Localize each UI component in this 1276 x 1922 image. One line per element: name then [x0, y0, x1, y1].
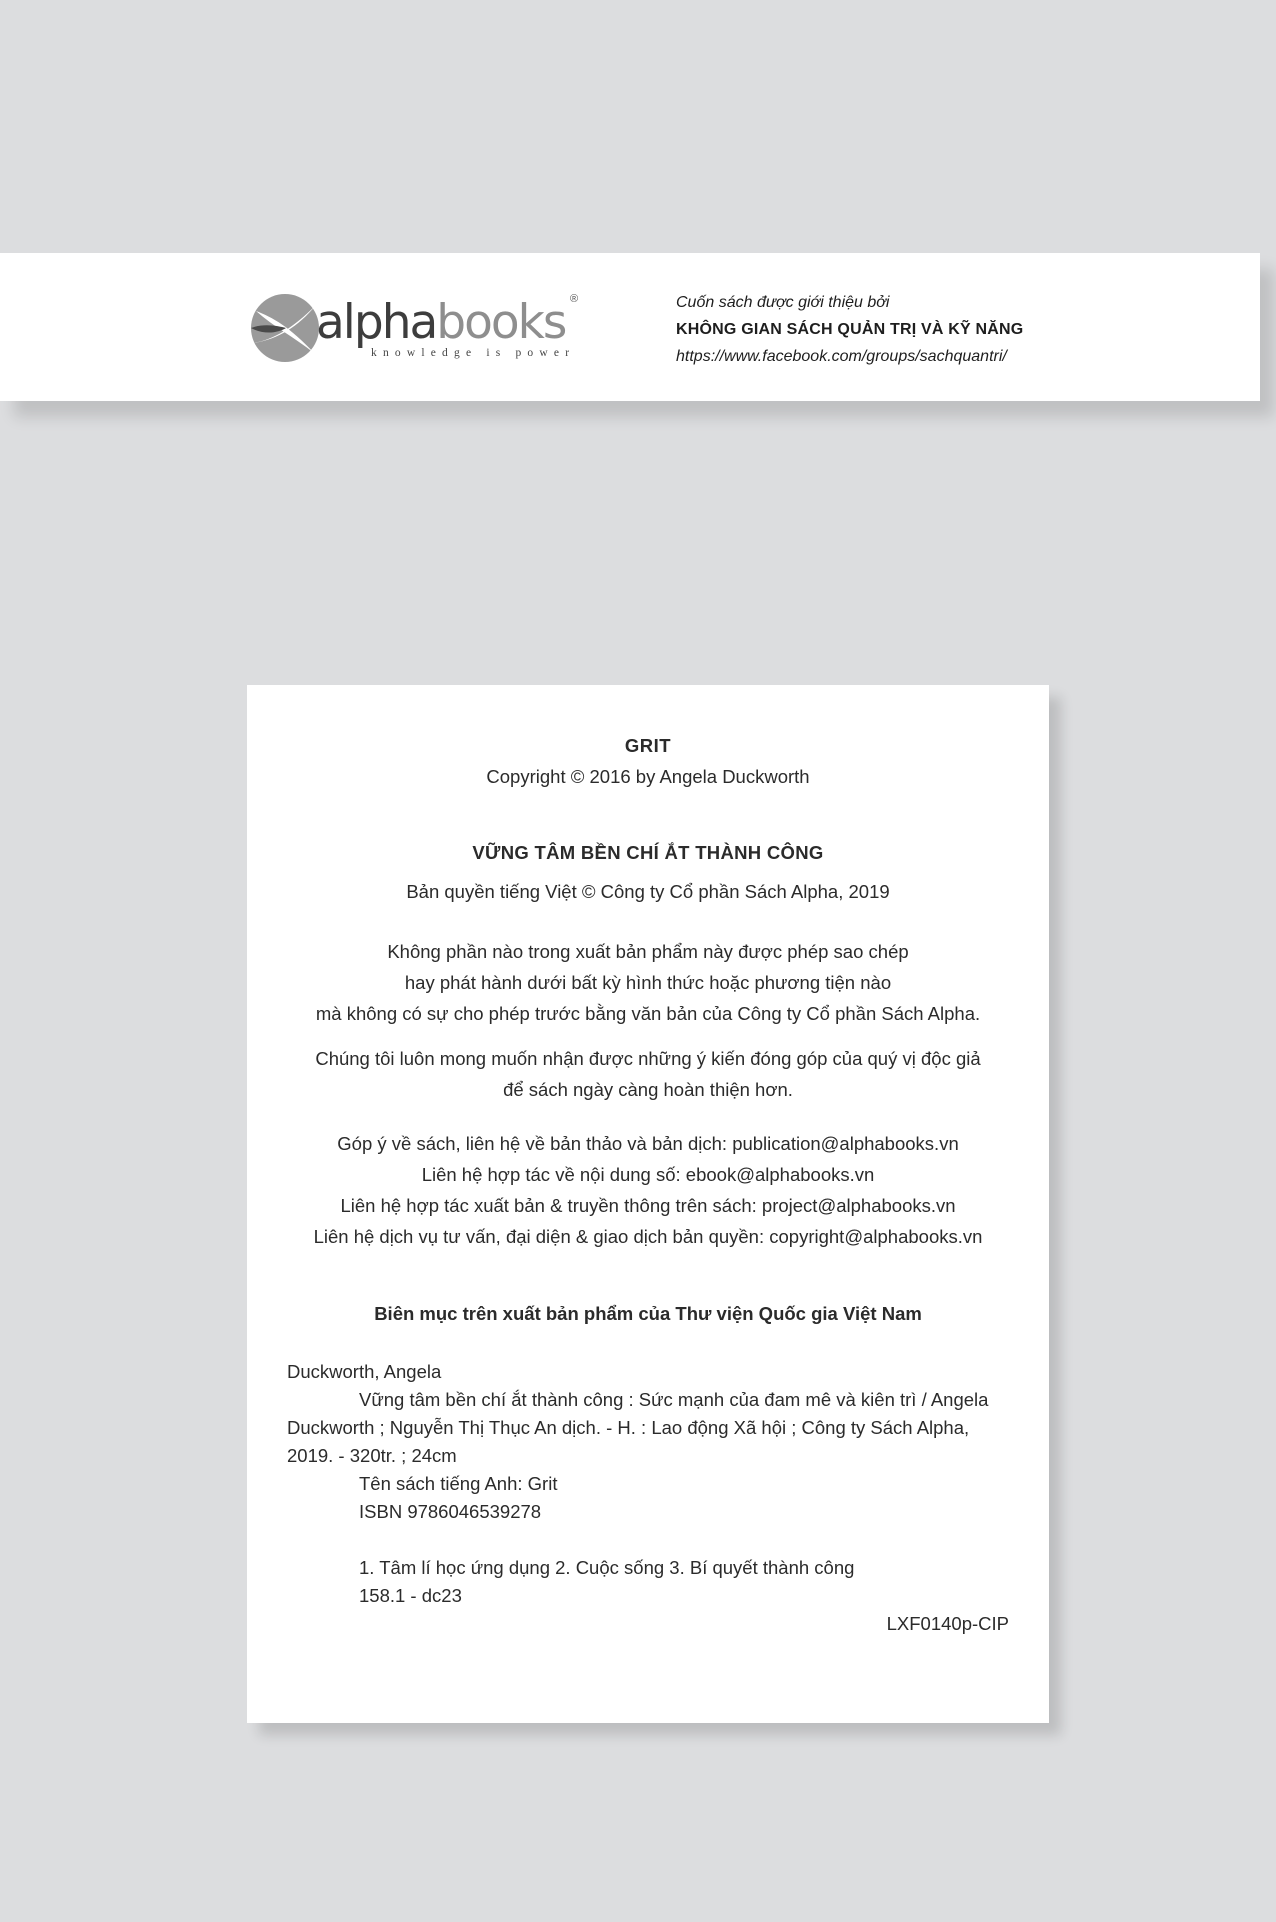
cip-line: Vững tâm bền chí ắt thành công : Sức mạnh của đam mê và kiên trì / Angela	[359, 1389, 989, 1410]
contact-publication: Góp ý về sách, liên hệ về bản thảo và bản dịch: publication@alphabooks.vn	[337, 1133, 959, 1154]
copyright-page	[247, 685, 1049, 1723]
notice-line: Không phần nào trong xuất bản phẩm này được phép sao chép	[387, 941, 909, 962]
original-copyright: Copyright © 2016 by Angela Duckworth	[486, 766, 810, 787]
banner-space-name: KHÔNG GIAN SÁCH QUẢN TRỊ VÀ KỸ NĂNG	[676, 321, 1024, 338]
cip-ddc: 158.1 - dc23	[359, 1585, 462, 1606]
book-title: GRIT	[624, 735, 672, 756]
banner-credit	[676, 289, 1023, 370]
notice-line: mà không có sự cho phép trước bằng văn bản của Công ty Cổ phần Sách Alpha.	[315, 1003, 981, 1024]
wish-line: để sách ngày càng hoàn thiện hơn.	[503, 1079, 793, 1100]
contact-copyright: Liên hệ dịch vụ tư vấn, đại diện & giao dịch bản quyền: copyright@alphabooks.vn	[313, 1226, 983, 1247]
alphabooks-logo	[250, 293, 590, 373]
notice-line: hay phát hành dưới bất kỳ hình thức hoặc phương tiện nào	[404, 972, 892, 993]
cip-isbn: ISBN 9786046539278	[359, 1501, 542, 1522]
wish-line: Chúng tôi luôn mong muốn nhận được những ý kiến đóng góp của quý vị độc giả	[315, 1048, 981, 1069]
feedback-wish	[247, 1043, 1049, 1105]
reproduction-notice	[247, 936, 1049, 1029]
contact-project: Liên hệ hợp tác xuất bản & truyền thông trên sách: project@alphabooks.vn	[340, 1195, 956, 1216]
contact-ebook: Liên hệ hợp tác về nội dung số: ebook@alphabooks.vn	[421, 1164, 875, 1185]
cip-spacer	[287, 1526, 1009, 1554]
promo-banner	[0, 253, 1260, 401]
alphabooks-logo-mark-icon	[250, 293, 320, 363]
vietnamese-copyright: Bản quyền tiếng Việt © Công ty Cổ phần Sách Alpha, 2019	[406, 881, 890, 902]
cip-original-title: Tên sách tiếng Anh: Grit	[359, 1473, 558, 1494]
registered-mark: ®	[570, 293, 579, 305]
logo-word-alpha: alpha	[316, 295, 437, 350]
banner-intro: Cuốn sách được giới thiệu bởi	[676, 294, 890, 311]
contact-list	[247, 1128, 1049, 1252]
cip-code: LXF0140p-CIP	[886, 1613, 1009, 1634]
cip-line: Duckworth ; Nguyễn Thị Thục An dịch. - H. : Lao động Xã hội ; Công ty Sách Alpha,	[287, 1417, 970, 1438]
logo-wordmark	[316, 293, 565, 353]
logo-tagline: knowledge is power	[371, 347, 576, 359]
cip-subjects: 1. Tâm lí học ứng dụng 2. Cuộc sống 3. Bí quyết thành công	[359, 1557, 855, 1578]
cip-record	[287, 1358, 1009, 1638]
cip-line: 2019. - 320tr. ; 24cm	[287, 1445, 457, 1466]
cip-author: Duckworth, Angela	[287, 1361, 442, 1382]
logo-word-books: books	[436, 295, 566, 350]
vietnamese-title: VỮNG TÂM BỀN CHÍ ẮT THÀNH CÔNG	[472, 842, 824, 863]
cip-heading: Biên mục trên xuất bản phẩm của Thư viện Quốc gia Việt Nam	[374, 1303, 922, 1324]
banner-url-link[interactable]: https://www.facebook.com/groups/sachquantri/	[676, 348, 1007, 365]
